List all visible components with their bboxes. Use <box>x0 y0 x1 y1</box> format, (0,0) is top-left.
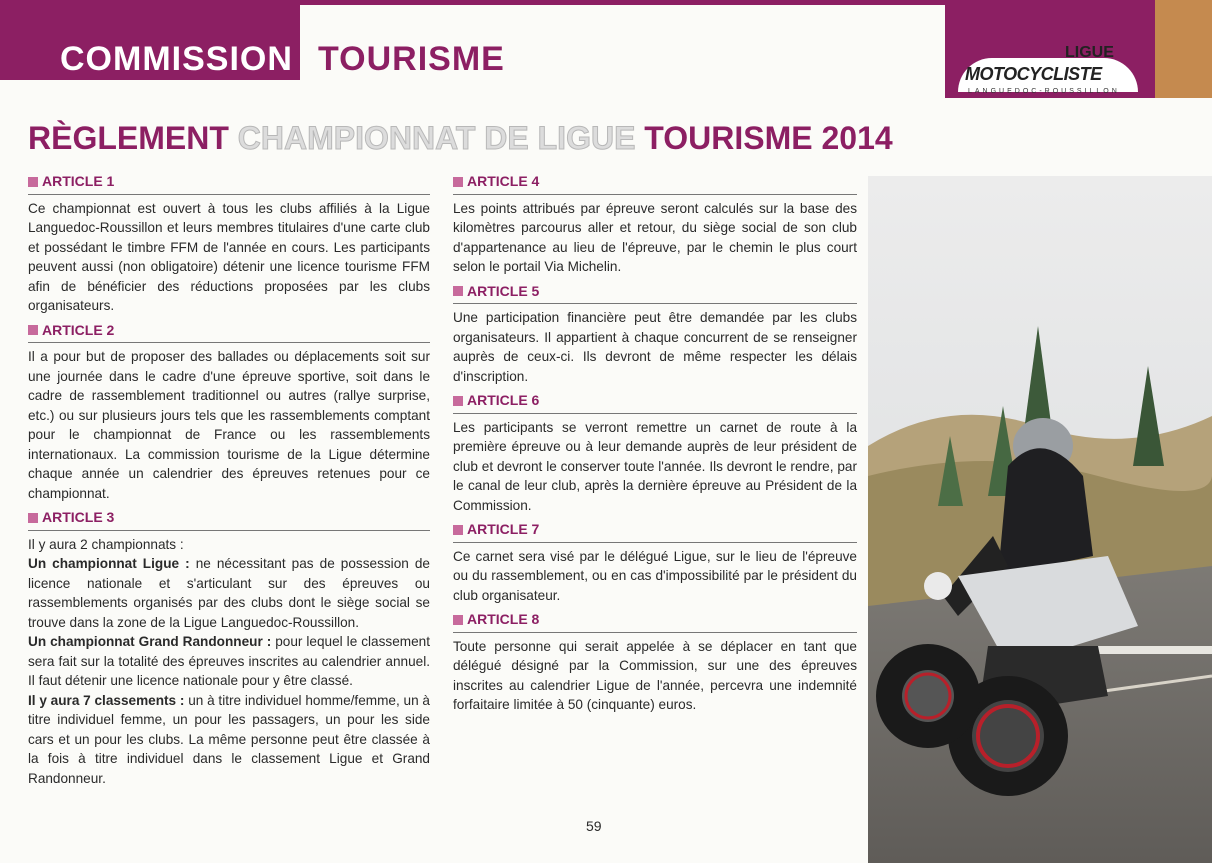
article-6-text: Les participants se verront remettre un carnet de route à la première épreuve ou à leur demande auprès de leur président de club et devront le conserver toute l'année. Ils devront le rendre, par le canal de leur club, après la dernière épreuve au Président de la Commission. <box>453 419 857 513</box>
title-part2: CHAMPIONNAT DE LIGUE <box>237 120 636 156</box>
article-5-text: Une participation financière peut être demandée par les clubs organisateurs. Il appartient à chaque concurrent de se renseigner auprès de ceux-ci. Ils devront de même respecter les délais d'inscription. <box>453 310 857 384</box>
logo-strip <box>1155 0 1212 98</box>
article-5-heading: ARTICLE 5 <box>453 282 857 305</box>
square-icon <box>453 615 463 625</box>
article-4-text: Les points attribués par épreuve seront calculés sur la base des kilomètres parcourus aller et retour, du siège social de son club d'appartenance au lieu de l'épreuve, par le chemin le plus court selon le portail Via Michelin. <box>453 200 857 274</box>
article-3-para-3: Il y aura 7 classements : un à titre individuel homme/femme, un à titre individuel femme, un pour les passagers, un pour les side cars et un pour les clubs. La même personne peut être classée à la fois à titre individuel dans le classement Ligue et Grand Randonneur. <box>28 692 430 786</box>
square-icon <box>453 177 463 187</box>
page-number: 59 <box>586 818 602 834</box>
article-1-text: Ce championnat est ouvert à tous les clubs affiliés à la Ligue Languedoc-Roussillon et leurs membres titulaires d'une carte club et possédant le timbre FFM de l'année en cours. Les participants peuvent aussi (non obligatoire) détenir une licence tourisme FFM afin de bénéficier des réductions proposées par les clubs organisateurs. <box>28 200 430 313</box>
logo-ligue: LIGUE <box>1065 44 1114 61</box>
article-3-para-2: Un championnat Grand Randonneur : pour lequel le classement sera fait sur la totalité des épreuves inscrites au calendrier annuel. Il faut détenir une licence nationale pour y être classé. <box>28 634 430 688</box>
article-2-heading: ARTICLE 2 <box>28 321 430 344</box>
article-6-heading: ARTICLE 6 <box>453 391 857 414</box>
article-7-heading: ARTICLE 7 <box>453 520 857 543</box>
page-title <box>28 120 893 157</box>
title-part1: RÈGLEMENT <box>28 120 229 156</box>
article-1-heading: ARTICLE 1 <box>28 172 430 195</box>
square-icon <box>28 177 38 187</box>
square-icon <box>28 325 38 335</box>
column-left <box>28 172 430 793</box>
header-tourisme: TOURISME <box>318 40 505 78</box>
header-commission: COMMISSION <box>60 40 293 78</box>
motorcycle-photo <box>868 176 1212 863</box>
motorcycle-illustration <box>868 176 1212 863</box>
square-icon <box>453 396 463 406</box>
article-8-text: Toute personne qui serait appelée à se déplacer en tant que délégué désigné par la Commission, sur une des épreuves inscrites au calendrier Ligue de l'année, percevra une indemnité forfaitaire limitée à 50 (cinquante) euros. <box>453 638 857 712</box>
article-3-para-1: Un championnat Ligue : ne nécessitant pas de possession de licence nationale et s'articulant sur des épreuves ou rassemblements organisés par des clubs dont le siège social se trouve dans la zone de la Ligue Languedoc-Roussillon. <box>28 556 430 630</box>
title-part3: TOURISME 2014 <box>644 120 893 156</box>
article-8-heading: ARTICLE 8 <box>453 610 857 633</box>
logo-moto: MOTOCYCLISTE <box>965 64 1102 84</box>
square-icon <box>453 286 463 296</box>
column-middle <box>453 172 857 720</box>
article-7-text: Ce carnet sera visé par le délégué Ligue, sur le lieu de l'épreuve ou du rassemblement, ou en cas d'impossibilité par le président du club organisateur. <box>453 548 857 603</box>
logo-region: LANGUEDOC-ROUSSILLON <box>968 88 1120 95</box>
square-icon <box>453 525 463 535</box>
article-3-intro: Il y aura 2 championnats : <box>28 536 184 552</box>
article-4-heading: ARTICLE 4 <box>453 172 857 195</box>
article-3-heading: ARTICLE 3 <box>28 508 430 531</box>
square-icon <box>28 513 38 523</box>
article-2-text: Il a pour but de proposer des ballades ou déplacements soit sur une journée dans le cadre d'une épreuve sportive, soit dans le cadre de rassemblement traditionnel ou autres (rallye surprise, etc.) ou sur plusieurs jours tels que les rassemblements comptant pour le championnat de France ou les rassemblements internationaux. La commission tourisme de la Ligue détermine chaque année un calendrier des épreuves retenues pour ce championnat. <box>28 349 430 501</box>
